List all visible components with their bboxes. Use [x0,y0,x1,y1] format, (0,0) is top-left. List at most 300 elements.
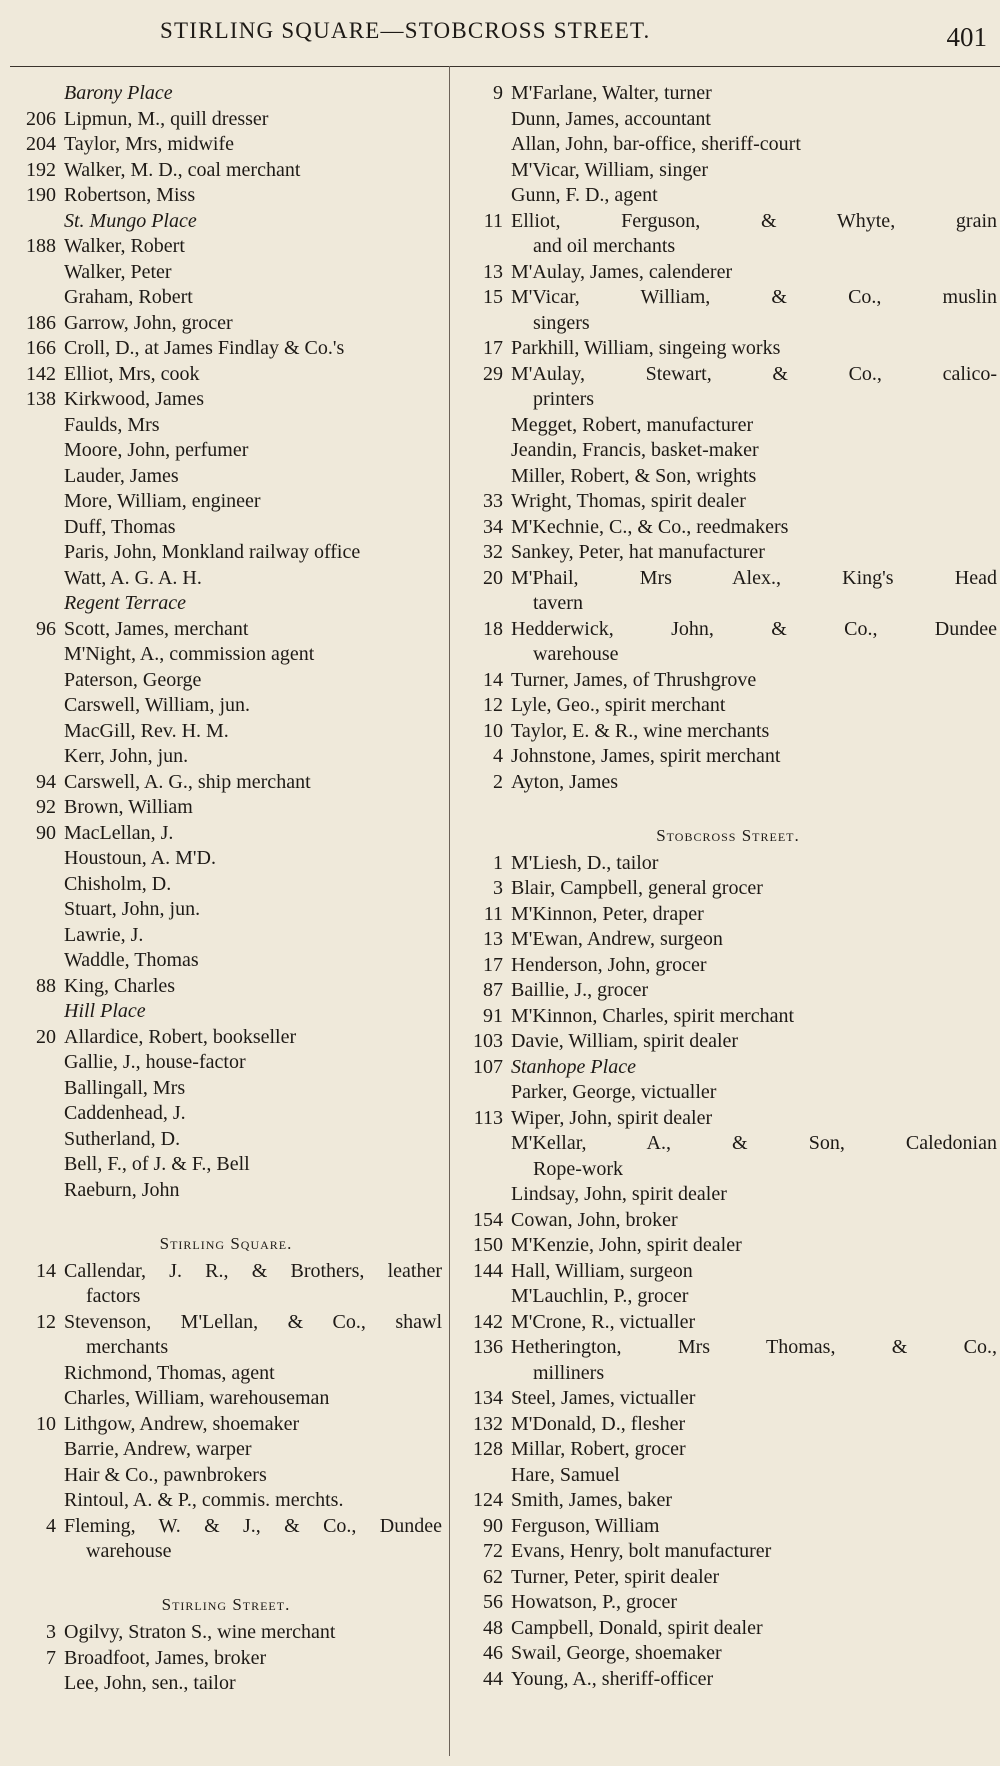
entry-text: M'Vicar, William, & Co., muslin [511,286,997,308]
entry-text: Rope-work [533,1157,623,1180]
directory-entry [459,464,997,490]
house-number [10,1361,64,1387]
directory-entry [459,1131,997,1157]
house-number: 128 [473,1438,503,1460]
house-number [459,183,511,209]
house-number: 87 [483,979,503,1001]
entry-text: Paris, John, Monkland railway office [64,541,361,563]
house-number [10,1539,64,1565]
house-number [459,387,511,413]
house-number: 150 [473,1234,503,1256]
house-number: 10 [483,719,503,742]
house-number [10,260,64,286]
entry-text: Ogilvy, Straton S., wine merchant [64,1621,336,1643]
directory-entry [10,1386,442,1412]
directory-entry [10,923,442,949]
entry-text: Allan, John, bar-office, sheriff-court [511,133,801,155]
directory-entry [10,1646,442,1672]
house-number [459,1463,511,1489]
directory-entry [459,1565,997,1591]
entry-text: Hetherington, Mrs Thomas, & Co., [511,1336,997,1358]
directory-entry [459,1233,997,1259]
entry-text: Walker, M. D., coal merchant [64,158,301,181]
house-number [10,515,64,541]
header-rule [10,66,1000,67]
entry-text: Lindsay, John, spirit dealer [511,1183,727,1205]
house-number: 4 [46,1514,56,1537]
directory-entry [459,1259,997,1285]
directory-entry [10,1076,442,1102]
house-number [10,438,64,464]
directory-entry [459,1539,997,1565]
house-number [459,413,511,439]
house-number [10,1335,64,1361]
directory-entry [459,1412,997,1438]
entry-text: M'Phail, Mrs Alex., King's Head [511,566,997,589]
entry-text: Faulds, Mrs [64,413,160,436]
directory-entry [10,1310,442,1336]
house-number [10,1671,64,1697]
entry-text: M'Vicar, William, singer [511,158,709,181]
entry-text: Moore, John, perfumer [64,439,249,461]
directory-entry [459,234,997,260]
entry-text: Baillie, J., grocer [511,979,649,1001]
directory-entry [459,1208,997,1234]
entry-text: Smith, James, baker [511,1489,673,1511]
house-number: 154 [473,1208,503,1231]
house-number: 32 [483,541,503,563]
entry-text: Lauder, James [64,464,179,487]
entry-text: Houstoun, A. M'D. [64,847,216,869]
street-heading: Stirling Square. [159,1233,293,1253]
directory-entry [10,1463,442,1489]
house-number: 192 [26,158,56,181]
house-number: 144 [473,1259,503,1282]
entry-text: M'Kenzie, John, spirit dealer [511,1234,742,1256]
entry-text: Waddle, Thomas [64,949,199,971]
directory-entry [10,948,442,974]
entry-text: More, William, engineer [64,490,261,512]
entry-text: M'Kechnie, C., & Co., reedmakers [511,515,789,538]
place-name: Barony Place [64,82,173,104]
house-number [459,1361,511,1387]
directory-entry [459,1514,997,1540]
entry-text: Lithgow, Andrew, shoemaker [64,1412,300,1435]
entry-text: Robertson, Miss [64,184,196,206]
directory-entry [459,515,997,541]
house-number [459,311,511,337]
place-name: St. Mungo Place [64,209,197,232]
directory-entry [10,617,442,643]
entry-text: MacGill, Rev. H. M. [64,719,229,742]
house-number: 2 [493,770,503,793]
entry-text: Richmond, Thomas, agent [64,1361,275,1384]
entry-text: Cowan, John, broker [511,1208,678,1231]
place-name: Hill Place [64,1000,146,1022]
entry-text: Turner, James, of Thrushgrove [511,668,757,691]
house-number: 7 [46,1646,56,1669]
directory-entry [459,489,997,515]
entry-text: Evans, Henry, bolt manufacturer [511,1540,772,1562]
house-number: 9 [493,82,503,104]
entry-text: Sutherland, D. [64,1127,181,1150]
page-number: 401 [946,22,987,52]
entry-text: M'Lauchlin, P., grocer [511,1285,689,1307]
directory-entry [459,1616,997,1642]
entry-text: Watt, A. G. A. H. [64,566,202,589]
entry-text: Kerr, John, jun. [64,745,189,767]
entry-text: Graham, Robert [64,286,193,308]
directory-entry [10,311,442,337]
house-number: 13 [483,260,503,283]
house-number [459,107,511,133]
directory-entry [10,1178,442,1204]
entry-text: Charles, William, warehouseman [64,1387,330,1409]
entry-text: Brown, William [64,796,193,818]
directory-entry [10,1488,442,1514]
running-head: STIRLING SQUARE—STOBCROSS STREET. [160,18,651,43]
house-number: 33 [483,490,503,512]
house-number: 11 [483,209,503,232]
entry-text: Lee, John, sen., tailor [64,1672,236,1694]
entry-text: Chisholm, D. [64,872,172,895]
directory-entry [10,489,442,515]
house-number [10,489,64,515]
directory-entry [459,978,997,1004]
spacer [10,1203,442,1229]
directory-entry [10,1361,442,1387]
entry-text: Gallie, J., house-factor [64,1051,246,1073]
entry-text: Hall, William, surgeon [511,1259,693,1282]
entry-text: Elliot, Mrs, cook [64,362,200,385]
entry-text: Carswell, William, jun. [64,694,251,716]
house-number: 107 [473,1055,503,1078]
house-number: 17 [483,337,503,359]
directory-entry [459,438,997,464]
directory-entry [10,234,442,260]
house-number [10,1463,64,1489]
house-number: 29 [483,362,503,385]
directory-entry [10,336,442,362]
house-number: 90 [36,821,56,844]
house-number [10,668,64,694]
directory-entry [459,1029,997,1055]
entry-text: Steel, James, victualler [511,1387,696,1409]
directory-entry [10,1671,442,1697]
house-number: 90 [483,1514,503,1537]
house-number: 91 [483,1004,503,1027]
house-number [10,413,64,439]
directory-entry [459,81,997,107]
house-number: 14 [36,1259,56,1282]
spacer [459,795,997,821]
house-number [10,719,64,745]
entry-text: Howatson, P., grocer [511,1591,678,1613]
house-number [10,897,64,923]
house-number [459,1080,511,1106]
entry-text: tavern [533,592,583,614]
entry-text: Ferguson, William [511,1514,660,1537]
entry-text: Lyle, Geo., spirit merchant [511,694,726,716]
house-number: 204 [26,133,56,155]
entry-text: Scott, James, merchant [64,617,249,640]
house-number: 103 [473,1030,503,1052]
directory-entry [10,1514,442,1540]
directory-entry [459,285,997,311]
directory-entry [459,668,997,694]
entry-text: M'Aulay, James, calenderer [511,260,733,283]
directory-entry [459,1386,997,1412]
directory-entry [459,1335,997,1361]
house-number: 44 [483,1667,503,1690]
house-number [10,872,64,898]
directory-entry [10,1437,442,1463]
directory-entry [459,902,997,928]
directory-entry [10,974,442,1000]
house-number [10,1386,64,1412]
entry-text: Callendar, J. R., & Brothers, leather [64,1259,442,1282]
directory-entry [459,1641,997,1667]
directory-entry [10,1620,442,1646]
entry-text: Barrie, Andrew, warper [64,1438,252,1460]
house-number [10,540,64,566]
house-number [459,464,511,490]
entry-text: Raeburn, John [64,1178,180,1201]
entry-text: Lawrie, J. [64,923,144,946]
directory-entry [10,285,442,311]
directory-entry [459,1004,997,1030]
house-number: 1 [493,851,503,874]
directory-entry [10,387,442,413]
house-number: 3 [493,877,503,899]
entry-text: warehouse [533,643,619,665]
house-number [10,1284,64,1310]
house-number: 72 [483,1540,503,1562]
house-number [10,591,64,617]
entry-text: M'Kellar, A., & Son, Caledonian [511,1132,997,1154]
house-number [10,1488,64,1514]
directory-entry [459,927,997,953]
house-number [10,1437,64,1463]
house-number: 96 [36,617,56,640]
house-number: 124 [473,1489,503,1511]
entry-text: Henderson, John, grocer [511,953,707,976]
entry-text: M'Kinnon, Charles, spirit merchant [511,1004,794,1027]
directory-entry [459,876,997,902]
directory-entry [459,719,997,745]
entry-text: Blair, Campbell, general grocer [511,877,763,899]
directory-entry [459,1182,997,1208]
directory-entry [459,209,997,235]
house-number: 13 [483,928,503,950]
house-number [10,1050,64,1076]
directory-entry [459,1080,997,1106]
directory-entry [459,1463,997,1489]
directory-entry [459,1361,997,1387]
entry-text: Wiper, John, spirit dealer [511,1106,713,1129]
entry-text: Paterson, George [64,668,202,691]
entry-text: milliners [533,1361,605,1384]
house-number [459,1182,511,1208]
directory-entry [459,851,997,877]
directory-entry [10,1101,442,1127]
house-number: 12 [36,1310,56,1333]
entry-text: M'Aulay, Stewart, & Co., calico- [511,362,997,385]
left-column [10,81,442,1697]
entry-text: Walker, Robert [64,235,185,257]
house-number [10,1127,64,1153]
entry-text: Bell, F., of J. & F., Bell [64,1153,250,1175]
house-number: 132 [473,1412,503,1435]
house-number: 134 [473,1387,503,1409]
directory-entry [10,1412,442,1438]
entry-text: Dunn, James, accountant [511,107,711,130]
directory-entry [10,260,442,286]
house-number: 186 [26,311,56,334]
directory-entry [10,846,442,872]
directory-entry [10,515,442,541]
directory-entry [10,438,442,464]
directory-entry [459,158,997,184]
house-number: 142 [26,362,56,385]
directory-entry [459,107,997,133]
house-number: 166 [26,337,56,359]
spacer [10,1565,442,1591]
directory-entry [10,1050,442,1076]
entry-text: Stuart, John, jun. [64,898,201,920]
entry-text: Elliot, Ferguson, & Whyte, grain [511,209,997,232]
entry-text: Wright, Thomas, spirit dealer [511,490,746,512]
directory-entry [10,668,442,694]
directory-entry [459,1106,997,1132]
directory-entry [459,1055,997,1081]
house-number [459,438,511,464]
directory-entry [10,1127,442,1153]
right-column [459,81,997,1692]
entry-text: Parker, George, victualler [511,1081,717,1103]
house-number: 138 [26,388,56,410]
entry-text: M'Donald, D., flesher [511,1412,686,1435]
house-number: 94 [36,770,56,793]
house-number: 62 [483,1565,503,1588]
directory-entry [459,591,997,617]
column-divider [449,66,450,1756]
house-number: 20 [36,1025,56,1048]
entry-text: M'Crone, R., victualler [511,1310,696,1333]
house-number [10,464,64,490]
directory-entry [10,642,442,668]
directory-entry [10,770,442,796]
house-number: 92 [36,796,56,818]
directory-entry [459,770,997,796]
directory-entry [10,566,442,592]
directory-entry [459,1310,997,1336]
directory-entry [10,693,442,719]
house-number [10,1152,64,1178]
page-header [10,12,987,52]
entry-text: M'Ewan, Andrew, surgeon [511,928,723,950]
entry-text: Walker, Peter [64,260,172,283]
directory-entry [10,158,442,184]
directory-entry [10,744,442,770]
house-number: 4 [493,745,503,767]
directory-entry [459,132,997,158]
directory-entry [459,1284,997,1310]
entry-text: Hedderwick, John, & Co., Dundee [511,617,997,640]
entry-text: Stevenson, M'Lellan, & Co., shawl [64,1310,442,1333]
house-number [459,1284,511,1310]
house-number [10,693,64,719]
house-number: 142 [473,1310,503,1333]
house-number: 15 [483,286,503,308]
entry-text: Rintoul, A. & P., commis. merchts. [64,1489,344,1511]
directory-entry [459,617,997,643]
entry-text: Ballingall, Mrs [64,1076,186,1099]
house-number [10,846,64,872]
entry-text: Taylor, E. & R., wine merchants [511,719,770,742]
house-number [459,642,511,668]
entry-text: M'Farlane, Walter, turner [511,82,712,104]
house-number: 17 [483,953,503,976]
house-number [10,209,64,235]
house-number: 11 [483,902,503,925]
house-number: 18 [483,617,503,640]
street-heading: Stobcross Street. [656,825,800,845]
house-number [10,1101,64,1127]
house-number [10,81,64,107]
entry-text: Lipmun, M., quill dresser [64,107,269,130]
directory-entry [459,260,997,286]
house-number: 206 [26,107,56,130]
entry-text: Hair & Co., pawnbrokers [64,1463,267,1486]
entry-text: Allardice, Robert, bookseller [64,1025,297,1048]
entry-text: MacLellan, J. [64,821,174,844]
house-number: 113 [473,1106,503,1129]
place-name: Stanhope Place [511,1055,636,1078]
entry-text: merchants [86,1336,169,1358]
house-number: 48 [483,1616,503,1639]
house-number [10,1076,64,1102]
directory-entry [459,387,997,413]
house-number [10,744,64,770]
entry-text: singers [533,311,590,334]
directory-entry [10,209,442,235]
entry-text: Garrow, John, grocer [64,311,233,334]
directory-entry [10,1259,442,1285]
house-number [459,234,511,260]
directory-entry [10,107,442,133]
entry-text: Fleming, W. & J., & Co., Dundee [64,1514,442,1537]
directory-entry [10,81,442,107]
directory-entry [10,897,442,923]
house-number [459,1157,511,1183]
directory-entry [459,1590,997,1616]
entry-text: Turner, Peter, spirit dealer [511,1565,720,1588]
house-number [10,566,64,592]
street-heading: Stirling Street. [161,1595,291,1614]
directory-entry [459,540,997,566]
entry-text: factors [86,1285,141,1307]
directory-entry [10,821,442,847]
entry-text: printers [533,388,595,410]
entry-text: Miller, Robert, & Son, wrights [511,464,757,487]
directory-entry [459,642,997,668]
house-number: 14 [483,668,503,691]
entry-text: Swail, George, shoemaker [511,1642,722,1664]
entry-text: Megget, Robert, manufacturer [511,413,754,436]
house-number [459,1131,511,1157]
directory-entry [459,183,997,209]
